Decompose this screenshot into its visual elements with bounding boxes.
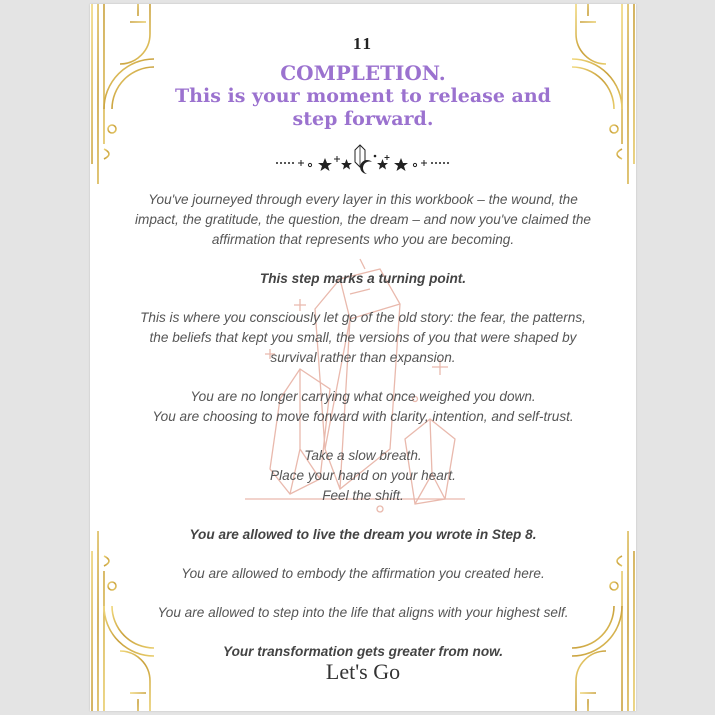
workbook-page [90, 4, 636, 711]
paragraph-breath [130, 446, 596, 506]
line-no-longer-carrying: You are no longer carrying what once weighed you down. [190, 389, 536, 404]
celestial-divider-icon [275, 144, 451, 180]
paragraph-no-longer-carrying [130, 387, 596, 427]
paragraph-embody-affirmation: You are allowed to embody the affirmation you created here. [181, 566, 545, 581]
paragraph-let-go: This is where you consciously let go of the old story: the fear, the patterns, the beliefs that kept you small, the versions of you that were shaped by survival rather than expansion. [140, 310, 586, 365]
line-choosing-forward: You are choosing to move forward with clarity, intention, and self-trust. [152, 409, 574, 424]
paragraph-transformation: Your transformation gets greater from now. [223, 644, 503, 659]
paragraph-live-dream: You are allowed to live the dream you wrote in Step 8. [189, 527, 537, 542]
page-number: 11 [352, 34, 374, 53]
page-heading [150, 62, 576, 131]
paragraph-journey: You've journeyed through every layer in this workbook – the wound, the impact, the gratitude, the question, the dream – and now you've claimed the affirmation that represents who you are becoming. [135, 192, 591, 247]
closing-text: Let's Go [325, 659, 401, 684]
line-breath: Take a slow breath. [304, 448, 422, 463]
line-heart: Place your hand on your heart. [270, 468, 456, 483]
heading-title: COMPLETION. [280, 61, 446, 85]
line-shift: Feel the shift. [322, 488, 404, 503]
paragraph-highest-self: You are allowed to step into the life that aligns with your highest self. [157, 605, 569, 620]
body-text [130, 190, 596, 681]
paragraph-turning-point: This step marks a turning point. [259, 271, 467, 286]
heading-subtitle: This is your moment to release and step forward. [175, 85, 551, 130]
